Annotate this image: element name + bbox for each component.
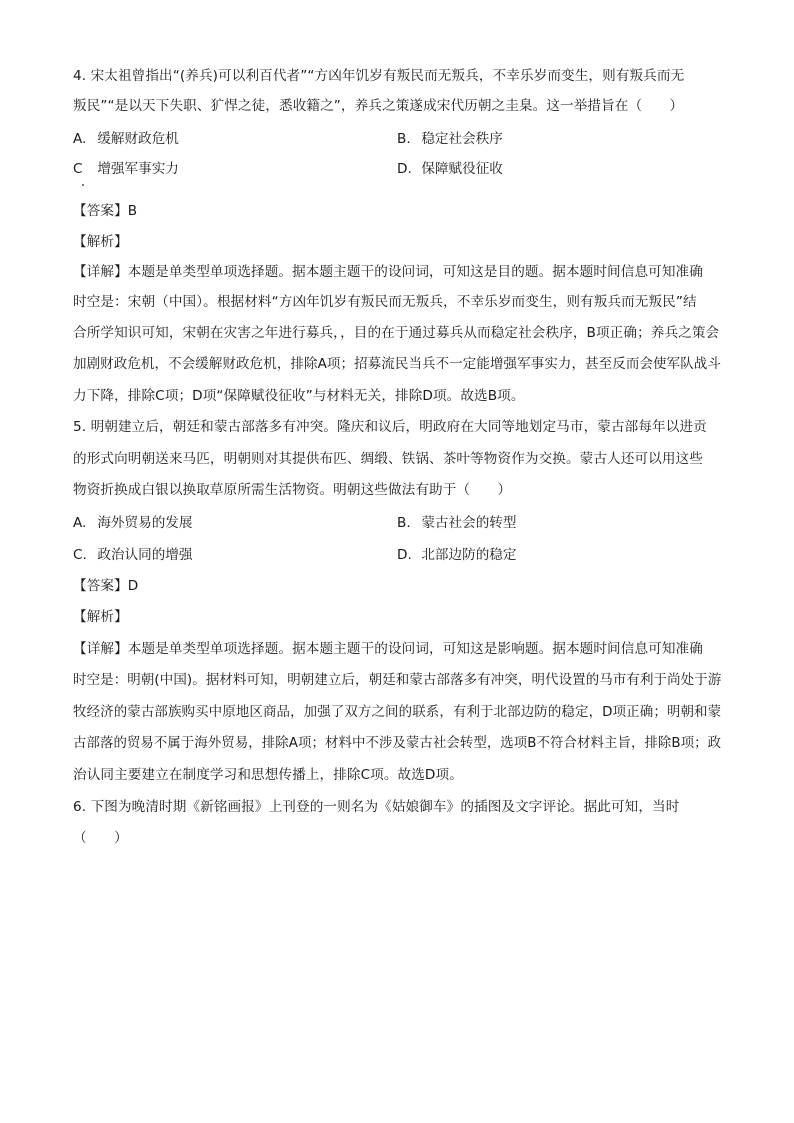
q5-option-a-text: 海外贸易的发展	[97, 515, 193, 531]
q6-stem-line-1: 6. 下图为晚清时期《新铭画报》上刊登的一则名为《姑娘御车》的插图及文字评论。据此可知，当时	[73, 799, 680, 815]
q5-detail-line-2: 时空是：明朝(中国)。据材料可知，明朝建立后，朝廷和蒙古部落多有冲突，明代设置的马市有利于尚处于游	[73, 672, 722, 688]
q5-stem-line-3: 物资折换成白银以换取草原所需生活物资。明朝这些做法有助于（ ）	[73, 482, 512, 498]
q4-answer-label: 【答案】	[73, 203, 128, 219]
q4-option-b-text: 稳定社会秩序	[421, 131, 503, 147]
q5-detail-line-4: 古部落的贸易不属于海外贸易，排除A项；材料中不涉及蒙古社会转型，选项B不符合材料主旨，排除B项；政	[73, 735, 722, 751]
q5-option-a	[73, 513, 192, 533]
q5-answer	[73, 576, 138, 596]
q5-answer-label: 【答案】	[73, 578, 128, 594]
q4-option-a-text: 缓解财政危机	[97, 131, 179, 147]
q5-stem-line-2: 的形式向明朝送来马匹，明朝则对其提供布匹、绸缎、铁锅、茶叶等物资作为交换。蒙古人还可以用这些	[73, 451, 703, 467]
q4-option-b-letter: B.	[397, 131, 411, 147]
q4-analysis-label: 【解析】	[73, 234, 128, 250]
q5-option-d-letter: D.	[397, 547, 412, 563]
q5-detail-line-3: 牧经济的蒙古部族购买中原地区商品，加强了双方之间的联系，有利于北部边防的稳定，D项正确；明朝和蒙	[73, 704, 722, 720]
q5-option-c-text: 政治认同的增强	[97, 547, 193, 563]
q5-option-d	[397, 545, 516, 565]
q5-option-d-text: 北部边防的稳定	[421, 547, 517, 563]
q4-stem-line-2: 叛民”“是以天下失职、犷悍之徒，悉收籍之”，养兵之策遂成宋代历朝之圭臬。这一举措旨在（ ）	[73, 98, 684, 114]
q4-option-d-letter: D.	[397, 161, 412, 177]
q5-option-b-letter: B.	[397, 515, 411, 531]
q5-analysis-label: 【解析】	[73, 609, 128, 625]
q4-answer-value: B	[127, 203, 138, 219]
q5-option-b-text: 蒙古社会的转型	[421, 515, 517, 531]
q4-detail-line-2: 时空是：宋朝（中国）。根据材料“方凶年饥岁有叛民而无叛兵，不幸乐岁而变生，则有叛兵而无叛民”结	[73, 294, 697, 310]
q5-option-a-letter: A.	[73, 515, 87, 531]
q5-answer-value: D	[127, 578, 139, 594]
q4-detail-line-4: 加剧财政危机，不会缓解财政危机，排除A项；招募流民当兵不一定能增强军事实力，甚至反而会使军队战斗	[73, 356, 721, 372]
q5-option-b	[397, 513, 516, 533]
q4-detail-line-1: 【详解】本题是单类型单项选择题。据本题主题干的设问词，可知这是目的题。据本题时间信息可知准确	[73, 264, 703, 280]
q4-option-c	[73, 159, 179, 179]
q4-detail-line-5: 力下降，排除C项；D项“保障赋役征收”与材料无关，排除D项。故选B项。	[73, 388, 525, 404]
q4-option-d-text: 保障赋役征收	[421, 161, 503, 177]
q5-detail-line-5: 治认同主要建立在制度学习和思想传播上，排除C项。故选D项。	[73, 767, 463, 783]
q4-option-a	[73, 129, 179, 149]
q5-stem-line-1: 5. 明朝建立后，朝廷和蒙古部落多有冲突。隆庆和议后，明政府在大同等地划定马市，蒙古部每年以进贡	[73, 419, 707, 435]
q4-stem-line-1: 4. 宋太祖曾指出“(养兵)可以利百代者”“方凶年饥岁有叛民而无叛兵，不幸乐岁而变生，则有叛兵而无	[73, 68, 685, 84]
q5-option-c	[73, 545, 192, 565]
q4-option-c-letter: C	[73, 161, 83, 177]
q6-stem-line-2: （ ）	[73, 830, 128, 846]
q4-answer	[73, 201, 137, 221]
q4-option-b	[397, 129, 503, 149]
q5-option-c-letter: C.	[73, 547, 87, 563]
stray-dot	[82, 184, 84, 186]
q4-option-c-text: 增强军事实力	[97, 161, 179, 177]
q4-detail-line-3: 合所学知识可知，宋朝在灾害之年进行募兵，，目的在于通过募兵从而稳定社会秩序，B项正确；养兵之策会	[73, 325, 720, 341]
q4-option-a-letter: A.	[73, 131, 87, 147]
q4-option-d	[397, 159, 503, 179]
q5-detail-line-1: 【详解】本题是单类型单项选择题。据本题主题干的设问词，可知这是影响题。据本题时间信息可知准确	[73, 641, 703, 657]
